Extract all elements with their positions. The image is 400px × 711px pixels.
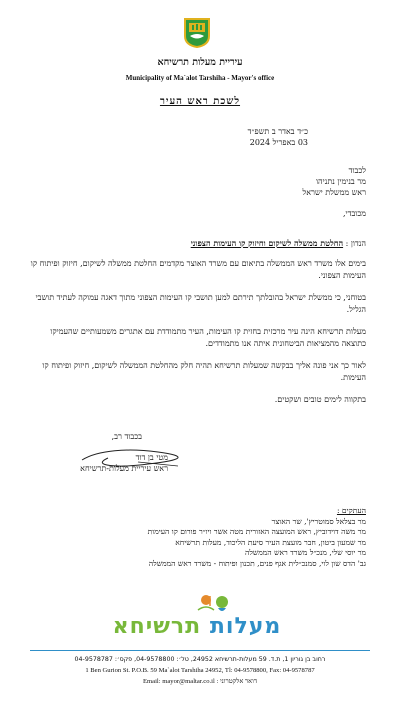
body-paragraph: מעלות תרשיחא הינה עיר מרכזית בחזית קו העימות, העיר מתמודדת עם אתגרים משמעותיים שהעמיקו כתוצאה מהמציאות הביטחונית איתה אנו מתמודדים. [50,327,366,348]
footer-address-he: רחוב בן גוריון 1, ת.ד. 59 מעלות-תרשיחא 24952, טל׳: 04-9578800, פקס׳: 04-9578787 [74,656,326,663]
closing-regards: בכבוד רב, [111,432,142,441]
date-gregorian: 03 באפריל 2024 [249,138,308,147]
cc-block [148,506,366,569]
signatory-block [80,452,168,474]
logo-word-tarshiha: תרשיחא [112,614,202,639]
municipality-name-he: עיריית מעלות תרשיחא [157,57,243,68]
cc-item: מר שמעון ביטון, חבר מועצת העיר סיעת הליכוד, מעלות תרשיחא [175,537,366,547]
body-paragraph: בתקווה לימים טובים ושקטים. [274,395,366,404]
recipient-line: ראש ממשלת ישראל [302,188,366,197]
subject-text: החלטת ממשלה לשיקום וחיזוק קו העימות הצפוני [190,238,344,248]
cc-item: מר משה דוידוביץ, ראש המועצה האזורית מטה אשר ויו״ר פורום קו העימות [147,527,366,536]
office-title: לשכת ראש העיר [159,96,241,107]
city-logo-wordmark [102,614,292,639]
cc-item: גב' הדס שון לוי, סמנכ״לית אגף פנים, תכנון ופיתוח - משרד ראש הממשלה [148,558,366,568]
body-paragraph: לאור כך אני פונה אליך בבקשה שמעלות תרשיחא תהיה חלק מהחלטת הממשלה לשיקום, חיזוק ופיתוח קו העימות. [42,361,366,382]
recipient-line: מר בנימין נתניהו [315,177,366,186]
footer-email: Email: mayor@maltar.co.il : דואר אלקטרוני [143,678,257,685]
footer-divider [30,650,370,651]
signatory-name: מטי בן דוד [135,453,168,462]
municipal-crest-icon [184,18,210,48]
body-paragraph: בטוחני, כי ממשלת ישראל בהובלתך תירתם למען תושבי קו העימות הצפוני מתוך דאגה עמוקה לעתיד תושבי הגליל. [35,293,366,314]
recipient-line: לכבוד [348,166,366,175]
cc-heading: העתקים : [336,506,366,515]
subject-label: הנדון : [345,239,366,248]
body-paragraph: בימים אלו משרד ראש הממשלה בתיאום עם משרד האוצר מקדמים החלטת ממשלה לשיקום, חיזוק ופיתוח קו העימות הצפוני. [30,259,366,280]
cc-item: מר יוסי שלי, מנכ״ל משרד ראש הממשלה [244,548,366,557]
logo-word-maalot: מעלות [209,614,282,639]
date-hebrew: כ״ד באדר ב תשפ״ד [247,127,308,136]
letter-dates [248,126,308,148]
signatory-title: ראש עיריית מעלות-תרשיחא [80,464,168,473]
cc-item: מר בצלאל סמוטריץ', שר האוצר [271,516,366,526]
subject-line [191,238,366,248]
municipality-name-en: Municipality of Ma`alot Tarshiha - Mayor's office [125,74,275,82]
recipient-block [303,165,366,198]
salutation: מכובדי, [342,209,366,218]
footer-address-en: 1 Ben Gurion St. P.O.B. 59 Ma`alot Tarshiha 24952, Tl: 04-9578800, Fax: 04-9578787 [85,667,315,674]
